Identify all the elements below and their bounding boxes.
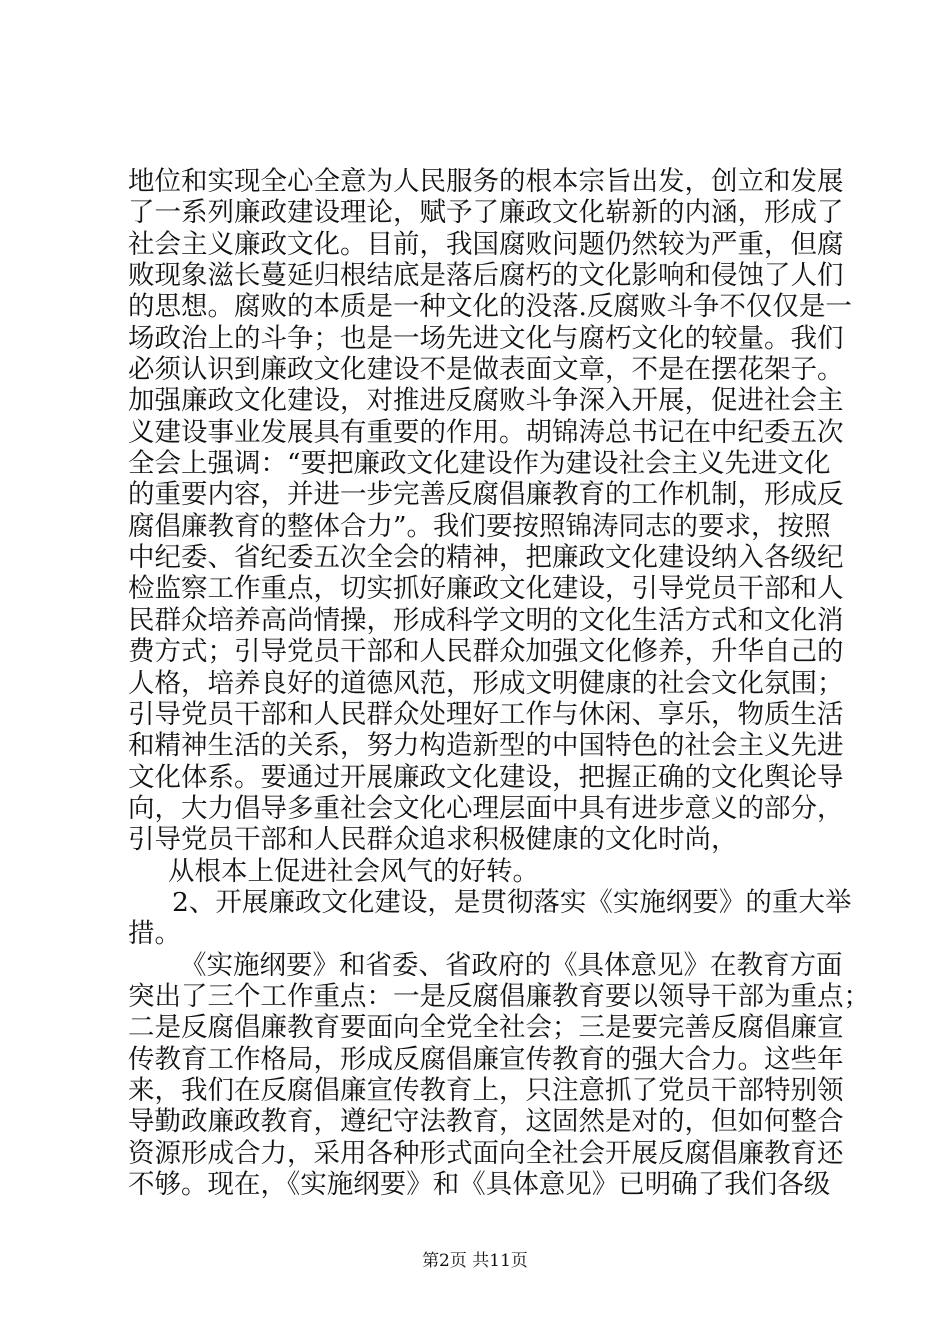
text-line: 《实施纲要》和省委、省政府的《具体意见》在教育方面 (180, 949, 843, 981)
text-line: 不够。现在，《实施纲要》和《具体意见》已明确了我们各级 (128, 1169, 831, 1200)
text-line: 检监察工作重点，切实抓好廉政文化建设，引导党员干部和人 (128, 573, 844, 605)
text-line: 从根本上促进社会风气的好转。 (168, 855, 539, 887)
text-line: 全会上强调：“要把廉政文化建设作为建设社会主义先进文化 (128, 448, 831, 480)
text-line: 必须认识到廉政文化建设不是做表面文章，不是在摆花架子。 (128, 354, 844, 386)
text-line: 中纪委、省纪委五次全会的精神，把廉政文化建设纳入各级纪 (128, 542, 844, 574)
text-line: 败现象滋长蔓延归根结底是落后腐朽的文化影响和侵蚀了人们 (128, 260, 844, 292)
text-line: 民群众培养高尚情操，形成科学文明的文化生活方式和文化消 (128, 604, 844, 636)
text-line: 的重要内容，并进一步完善反腐倡廉教育的工作机制，形成反 (128, 479, 844, 511)
text-line: 导勤政廉政教育，遵纪守法教育，这固然是对的，但如何整合 (128, 1106, 844, 1138)
text-line: 措。 (128, 918, 181, 950)
text-line: 文化体系。要通过开展廉政文化建设，把握正确的文化舆论导 (128, 761, 844, 793)
text-line: 引导党员干部和人民群众处理好工作与休闲、享乐，物质生活 (128, 698, 844, 730)
text-line: 腐倡廉教育的整体合力”。我们要按照锦涛同志的要求，按照 (128, 510, 831, 542)
text-line: 费方式；引导党员干部和人民群众加强文化修养，升华自己的 (128, 636, 844, 668)
text-line: 加强廉政文化建设，对推进反腐败斗争深入开展，促进社会主 (128, 385, 844, 417)
text-line: 的思想。腐败的本质是一种文化的没落.反腐败斗争不仅仅是一 (128, 291, 852, 323)
text-line: 人格，培养良好的道德风范，形成文明健康的社会文化氛围； (128, 667, 844, 699)
page-number-footer: 第2页 共11页 (422, 1251, 528, 1271)
text-line: 资源形成合力，采用各种形式面向全社会开展反腐倡廉教育还 (128, 1137, 844, 1169)
text-line: 传教育工作格局，形成反腐倡廉宣传教育的强大合力。这些年 (128, 1043, 844, 1075)
text-line: 突出了三个工作重点：一是反腐倡廉教育要以领导干部为重点； (128, 980, 870, 1012)
text-line: 引导党员干部和人民群众追求积极健康的文化时尚， (128, 824, 738, 856)
text-line: 了一系列廉政建设理论，赋予了廉政文化崭新的内涵，形成了 (128, 197, 844, 229)
body-text (128, 166, 870, 1200)
text-line: 来，我们在反腐倡廉宣传教育上，只注意抓了党员干部特别领 (128, 1074, 844, 1106)
text-line: 二是反腐倡廉教育要面向全党全社会；三是要完善反腐倡廉宣 (128, 1012, 844, 1044)
text-line: 场政治上的斗争；也是一场先进文化与腐朽文化的较量。我们 (128, 322, 844, 354)
text-line: 义建设事业发展具有重要的作用。胡锦涛总书记在中纪委五次 (128, 416, 844, 448)
text-line: 社会主义廉政文化。目前，我国腐败问题仍然较为严重，但腐 (128, 228, 844, 260)
text-line: 向，大力倡导多重社会文化心理层面中具有进步意义的部分， (128, 792, 844, 824)
text-line: 和精神生活的关系，努力构造新型的中国特色的社会主义先进 (128, 730, 844, 762)
text-line: 地位和实现全心全意为人民服务的根本宗旨出发，创立和发展 (128, 166, 844, 197)
text-line: 2、开展廉政文化建设，是贯彻落实《实施纲要》的重大举 (172, 886, 852, 918)
